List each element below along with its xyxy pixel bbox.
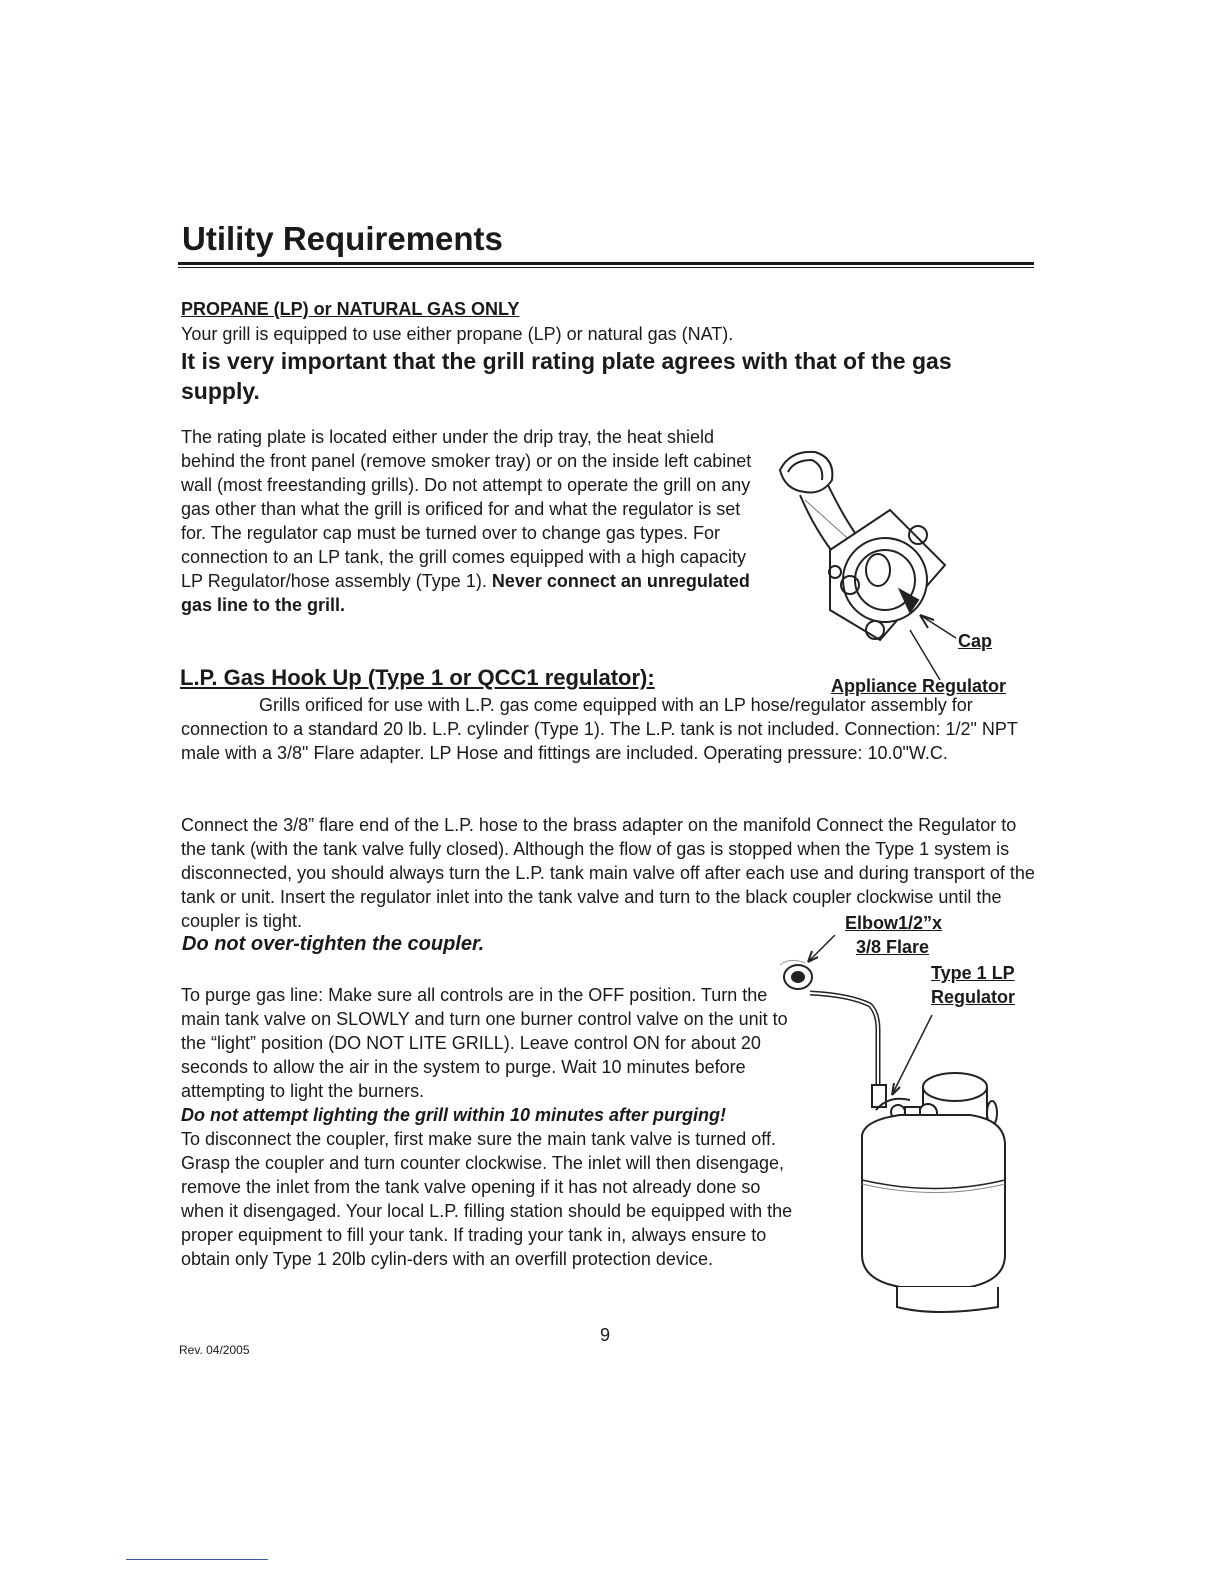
purge-text: To purge gas line: Make sure all controls are in the OFF position. Turn the main tank valve on SLOWLY and turn one burner control valve on the unit to the “light” position (DO NOT LITE GRILL). Leave control ON for about 20 seconds to allow the air in the system to purge. Wait 10 minutes before attempting to light the burners.: [181, 985, 788, 1101]
connect-paragraph: Connect the 3/8” flare end of the L.P. hose to the brass adapter on the manifold Connect the Regulator to the tank (with the tank valve fully closed). Although the flow of gas is stopped when the Type 1 system is disconnected, you should always turn the L.P. tank main valve off after each use and during transport of the tank or unit. Insert the regulator inlet into the tank valve and turn to the black coupler clockwise until the coupler is tight.: [181, 815, 1035, 931]
elbow-label-line2: 3/8 Flare: [856, 937, 930, 957]
type1-label-line1: Type 1 LP: [931, 963, 1015, 983]
over-tighten-warning: Do not over-tighten the coupler.: [182, 933, 485, 955]
cap-label: Cap: [958, 631, 993, 651]
appliance-regulator-illustration: [760, 440, 1040, 680]
unregulated-warning: Never connect an unregulated gas line to the grill.: [181, 571, 750, 615]
title-rule: [178, 262, 1034, 265]
revision-note: Rev. 04/2005: [179, 1343, 250, 1357]
intro-text: Your grill is equipped to use either propane (LP) or natural gas (NAT).: [181, 324, 734, 344]
rating-plate-paragraph: [181, 425, 761, 617]
page-title: Utility Requirements: [182, 220, 503, 257]
section-heading-gas-type: PROPANE (LP) or NATURAL GAS ONLY: [181, 299, 520, 319]
disconnect-text: To disconnect the coupler, first make sure the main tank valve is turned off. Grasp the coupler and turn counter clockwise. The inlet will then disengage, remove the inlet from the tank valve opening if it has not already done so when it disengaged. Your local L.P. filling station should be equipped with the proper equipment to fill your tank. If trading your tank in, always ensure to obtain only Type 1 20lb cylin-ders with an overfill protection device.: [181, 1129, 793, 1269]
title-rule-thin: [178, 267, 1034, 268]
rating-plate-text: The rating plate is located either under the drip tray, the heat shield behind the front panel (remove smoker tray) or on the inside left cabinet wall (most freestanding grills). Do not attempt to operate the grill on any gas other than what the grill is orificed for and what the regulator is set for. The regulator cap must be turned over to change gas types. For connection to an LP tank, the grill comes equipped with a high capacity LP Regulator/hose assembly (Type 1).: [181, 427, 752, 591]
purge-paragraph: [181, 983, 801, 1271]
lp-hookup-paragraph: Grills orificed for use with L.P. gas come equipped with an LP hose/regulator assembly for connection to a standard 20 lb. L.P. cylinder (Type 1). The L.P. tank is not included. Connection: 1/2" NPT male with a 3/8" Flare adapter. LP Hose and fittings are included. Operating pressure: 10.0"W.C.: [181, 695, 1018, 763]
purge-warning: Do not attempt lighting the grill within 10 minutes after purging!: [181, 1105, 726, 1125]
elbow-label-line1: Elbow1/2”x: [845, 913, 943, 933]
important-notice: It is very important that the grill rating plate agrees with that of the gas supply.: [181, 348, 952, 404]
appliance-regulator-label: Appliance Regulator: [831, 676, 1007, 696]
type1-label-line2: Regulator: [931, 987, 1016, 1007]
footer-link-line: [126, 1559, 268, 1560]
page-number: 9: [600, 1325, 611, 1345]
lp-hookup-heading: L.P. Gas Hook Up (Type 1 or QCC1 regulator):: [180, 665, 655, 690]
